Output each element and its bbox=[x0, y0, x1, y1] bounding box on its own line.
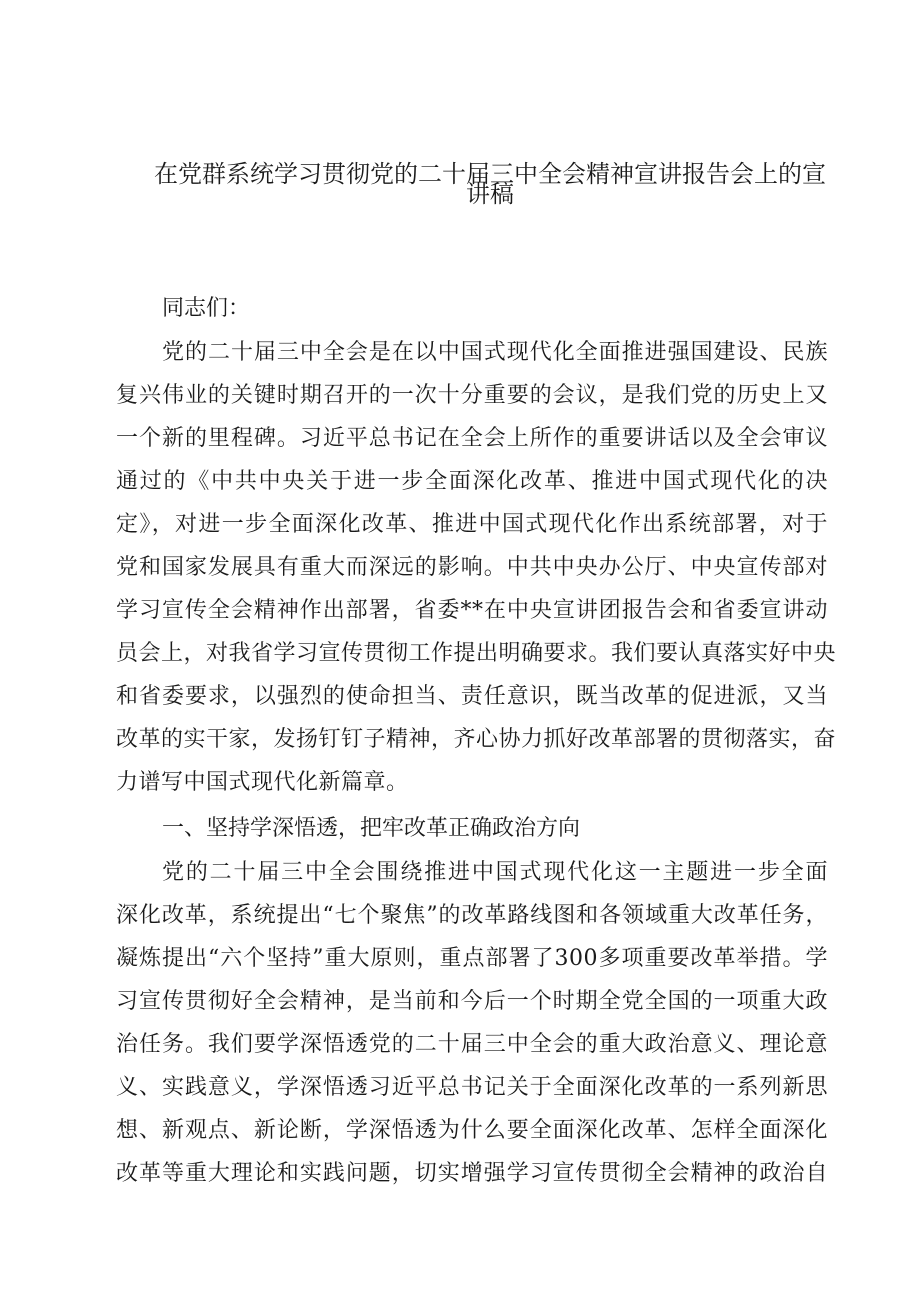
document-title-line-2: 讲稿 bbox=[466, 180, 514, 208]
paragraph-2-line: 凝炼提出“六个坚持”重大原则，重点部署了300多项重要改革举措。学 bbox=[116, 946, 828, 971]
paragraph-1-line: 党和国家发展具有重大而深远的影响。中共中央办公厅、中央宣传部对 bbox=[116, 555, 828, 580]
section-heading: 一、坚持学深悟透，把牢改革正确政治方向 bbox=[162, 816, 581, 841]
document-title-line-1: 在党群系统学习贯彻党的二十届三中全会精神宣讲报告会上的宣 bbox=[154, 160, 826, 188]
paragraph-2-line: 改革等重大理论和实践问题，切实增强学习宣传贯彻全会精神的政治自 bbox=[116, 1161, 828, 1186]
salutation: 同志们： bbox=[162, 296, 251, 321]
paragraph-1-line: 通过的《中共中央关于进一步全面深化改革、推进中国式现代化的决 bbox=[116, 469, 828, 494]
paragraph-1-line: 力谱写中国式现代化新篇章。 bbox=[116, 770, 409, 795]
paragraph-2-line: 党的二十届三中全会围绕推进中国式现代化这一主题进一步全面 bbox=[162, 860, 828, 885]
paragraph-1-line: 复兴伟业的关键时期召开的一次十分重要的会议，是我们党的历史上又 bbox=[116, 383, 828, 408]
paragraph-2-line: 治任务。我们要学深悟透党的二十届三中全会的重大政治意义、理论意 bbox=[116, 1032, 828, 1057]
paragraph-2-line: 深化改革，系统提出“七个聚焦”的改革路线图和各领域重大改革任务， bbox=[116, 903, 828, 928]
paragraph-2-line: 义、实践意义，学深悟透习近平总书记关于全面深化改革的一系列新思 bbox=[116, 1075, 828, 1100]
paragraph-2-line: 习宣传贯彻好全会精神，是当前和今后一个时期全党全国的一项重大政 bbox=[116, 989, 828, 1014]
paragraph-1-line: 党的二十届三中全会是在以中国式现代化全面推进强国建设、民族 bbox=[162, 340, 828, 365]
paragraph-1-line: 和省委要求，以强烈的使命担当、责任意识，既当改革的促进派，又当 bbox=[116, 684, 828, 709]
paragraph-1-line: 一个新的里程碑。习近平总书记在全会上所作的重要讲话以及全会审议 bbox=[116, 426, 828, 451]
paragraph-2-line: 想、新观点、新论断，学深悟透为什么要全面深化改革、怎样全面深化 bbox=[116, 1118, 828, 1143]
paragraph-1-line: 改革的实干家，发扬钉钉子精神，齐心协力抓好改革部署的贯彻落实，奋 bbox=[116, 727, 837, 752]
paragraph-1-line: 员会上，对我省学习宣传贯彻工作提出明确要求。我们要认真落实好中央 bbox=[116, 641, 837, 666]
paragraph-1-line: 定》，对进一步全面深化改革、推进中国式现代化作出系统部署，对于 bbox=[116, 512, 828, 537]
paragraph-1-line: 学习宣传全会精神作出部署，省委**在中央宣讲团报告会和省委宣讲动 bbox=[116, 598, 828, 623]
